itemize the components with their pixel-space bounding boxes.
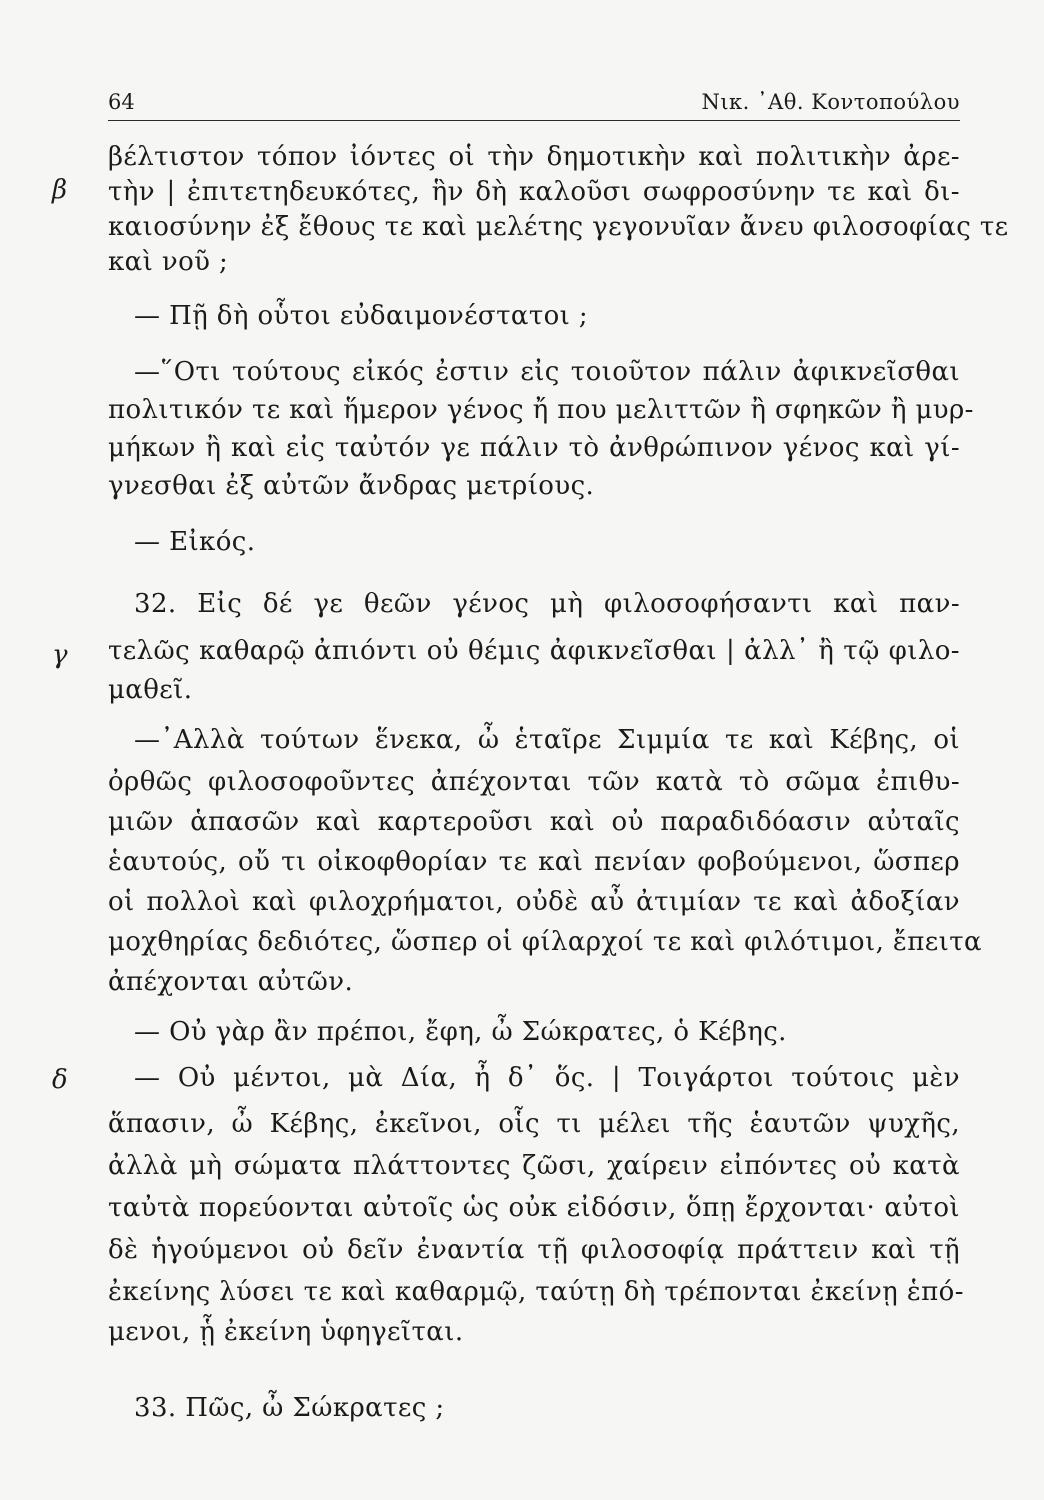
text-line: —῞Οτι τούτους εἰκός ἐστιν εἰς τοιοῦτον πάλιν ἀφικνεῖσθαι — [134, 357, 960, 387]
text-line: οἱ πολλοὶ καὶ φιλοχρήματοι, οὐδὲ αὖ ἀτιμίαν τε καὶ ἀδοξίαν — [108, 887, 960, 917]
text-line: τὴν | ἐπιτετηδευκότες, ἣν δὴ καλοῦσι σωφροσύνην τε καὶ δι- — [108, 177, 960, 207]
text-line: μιῶν ἁπασῶν καὶ καρτεροῦσι καὶ οὐ παραδιδόασιν αὐταῖς — [108, 807, 960, 837]
text-line: ἅπασιν, ὦ Κέβης, ἐκεῖνοι, οἷς τι μέλει τῆς ἑαυτῶν ψυχῆς, — [108, 1109, 960, 1139]
text-line: ἑαυτούς, οὔ τι οἰκοφθορίαν τε καὶ πενίαν φοβούμενοι, ὥσπερ — [108, 847, 960, 877]
text-line: βέλτιστον τόπον ἰόντες οἱ τὴν δημοτικὴν καὶ πολιτικὴν ἀρε- — [108, 142, 960, 172]
margin-letter-g: γ — [52, 640, 68, 670]
text-line: γνεσθαι ἐξ αὐτῶν ἄνδρας μετρίους. — [108, 471, 595, 501]
text-line: — Οὐ γὰρ ἂν πρέποι, ἔφη, ὦ Σώκρατες, ὁ Κέβης. — [134, 1017, 787, 1047]
text-line: μοχθηρίας δεδιότες, ὥσπερ οἱ φίλαρχοί τε καὶ φιλότιμοι, ἔπειτα — [108, 927, 982, 957]
text-line: ὀρθῶς φιλοσοφοῦντες ἀπέχονται τῶν κατὰ τὸ σῶμα ἐπιθυ- — [108, 767, 960, 797]
text-line: μήκων ἢ καὶ εἰς ταὐτόν γε πάλιν τὸ ἀνθρώπινον γένος καὶ γί- — [108, 433, 960, 463]
text-line: ταὐτὰ πορεύονται αὐτοῖς ὡς οὐκ εἰδόσιν, ὅπῃ ἔρχονται· αὐτοὶ — [108, 1193, 960, 1223]
text-line: — Εἰκός. — [134, 527, 256, 557]
margin-letter-d: δ — [52, 1065, 68, 1095]
text-line: καὶ νοῦ ; — [108, 247, 229, 277]
text-line: μαθεῖ. — [108, 675, 193, 705]
text-line: 33. Πῶς, ὦ Σώκρατες ; — [134, 1393, 445, 1423]
page-header — [108, 84, 960, 121]
text-line: —᾿Αλλὰ τούτων ἕνεκα, ὦ ἑταῖρε Σιμμία τε καὶ Κέβης, οἱ — [134, 725, 960, 755]
text-line: καιοσύνην ἐξ ἔθους τε καὶ μελέτης γεγονυῖαν ἄνευ φιλοσοφίας τε — [108, 212, 1009, 242]
text-line: 32. Εἰς δέ γε θεῶν γένος μὴ φιλοσοφήσαντι καὶ παν- — [134, 589, 960, 619]
page-number: 64 — [108, 90, 135, 114]
text-line: μενοι, ᾗ ἐκείνη ὑφηγεῖται. — [108, 1317, 464, 1347]
text-line: πολιτικόν τε καὶ ἥμερον γένος ἤ που μελιττῶν ἢ σφηκῶν ἢ μυρ- — [108, 395, 974, 425]
text-line: τελῶς καθαρῷ ἀπιόντι οὐ θέμις ἀφικνεῖσθαι | ἀλλ᾿ ἢ τῷ φιλο- — [108, 636, 960, 666]
text-line: — Οὐ μέντοι, μὰ Δία, ἦ δ᾿ ὅς. | Τοιγάρτοι τούτοις μὲν — [134, 1063, 960, 1093]
text-line: ἐκείνης λύσει τε καὶ καθαρμῷ, ταύτῃ δὴ τρέπονται ἐκείνῃ ἑπό- — [108, 1277, 964, 1307]
text-line: ἀπέχονται αὐτῶν. — [108, 967, 354, 997]
text-line: ἀλλὰ μὴ σώματα πλάττοντες ζῶσι, χαίρειν εἰπόντες οὐ κατὰ — [108, 1151, 960, 1181]
text-line: — Πῇ δὴ οὗτοι εὐδαιμονέστατοι ; — [134, 301, 589, 331]
margin-letter-b: β — [52, 175, 68, 205]
running-head: Νικ. ᾿Αθ. Κοντοπούλου — [701, 90, 960, 114]
text-line: δὲ ἡγούμενοι οὐ δεῖν ἐναντία τῇ φιλοσοφίᾳ πράττειν καὶ τῇ — [108, 1235, 960, 1265]
